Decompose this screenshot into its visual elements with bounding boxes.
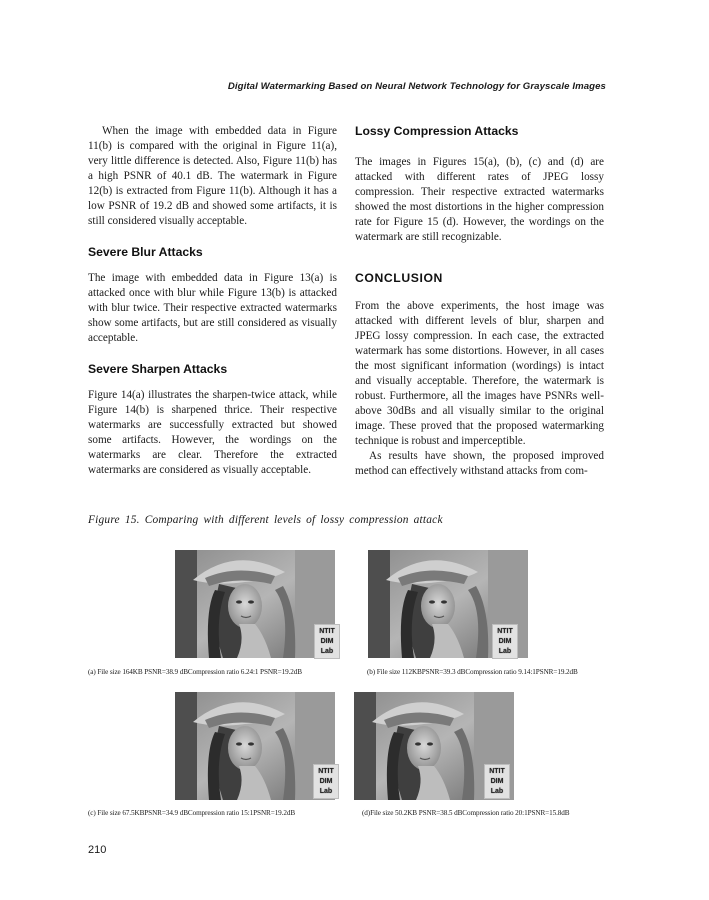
watermark-line-3: Lab <box>498 648 512 655</box>
watermark-line-1: NTIT <box>318 768 334 775</box>
watermark-line-1: NTIT <box>497 628 513 635</box>
watermark-line-3: Lab <box>319 788 333 795</box>
lossy-compression-paragraph: The images in Figures 15(a), (b), (c) and (d) are attacked with different rates of JPEG lossy compression. Their respective extracted watermarks showed the most distortions in the higher compression rate for Figure 15 (d). However, the wordings on the watermark are still recognizable. <box>355 156 604 243</box>
blur-attacks-paragraph: The image with embedded data in Figure 13(a) is attacked once with blur while Figure 13(b) is attacked with blur twice. Their respective extracted watermarks show some artifacts, but are still considered as visually acceptable. <box>88 272 337 344</box>
watermark-line-2: DIM <box>498 638 512 645</box>
watermark-line-2: DIM <box>320 638 334 645</box>
conclusion-heading: CONCLUSION <box>355 271 443 285</box>
panel-c-caption: (c) File size 67.5KBPSNR=34.9 dBCompression ratio 15:1PSNR=19.2dB <box>88 809 296 817</box>
running-header-title: Digital Watermarking Based on Neural Network Technology for Grayscale Images <box>227 81 606 92</box>
panel-b-watermark <box>492 624 518 659</box>
intro-paragraph: When the image with embedded data in Figure 11(b) is compared with the original in Figure 11(a), very little difference is detected. Also, Figure 11(b) has a high PSNR of 40.1 dB. The watermark in Figure 12(b) is extracted from Figure 11(b). Although it has a low PSNR of 19.2 dB and showed some artifacts, it is still considered visually acceptable. <box>88 125 337 227</box>
conclusion-paragraph-1: From the above experiments, the host image was attacked with different levels of blur, sharpen and JPEG lossy compression. In each case, the extracted watermark has some distortions. However, in all cases the most significant information (wordings) is intact and visually acceptable. Therefore, the watermark is robust. Furthermore, all the images have PSNRs well-above 30dBs and all visually similar to the original image. These proved that the proposed watermarking technique is robust and imperceptible. <box>355 300 604 447</box>
watermark-line-1: NTIT <box>489 768 505 775</box>
watermark-line-2: DIM <box>319 778 333 785</box>
panel-a-image <box>175 550 335 658</box>
sharpen-attacks-heading: Severe Sharpen Attacks <box>88 362 228 376</box>
panel-b-caption: (b) File size 112KBPSNR=39.3 dBCompression ratio 9.14:1PSNR=19.2dB <box>367 668 578 676</box>
panel-c-image <box>175 692 335 800</box>
panel-a-caption: (a) File size 164KB PSNR=38.9 dBCompression ratio 6.24:1 PSNR=19.2dB <box>88 668 302 676</box>
figure-caption: Figure 15. Comparing with different levels of lossy compression attack <box>88 514 443 526</box>
watermark-line-3: Lab <box>320 648 334 655</box>
sharpen-attacks-paragraph: Figure 14(a) illustrates the sharpen-twice attack, while Figure 14(b) is sharpened thrice. Their respective watermarks are successfully extracted but showed some artifacts. However, the wordings on the watermarks are clear. Therefore the extracted watermarks are considered as visually acceptable. <box>88 389 337 476</box>
panel-d-watermark <box>484 764 510 799</box>
blur-attacks-heading: Severe Blur Attacks <box>88 245 203 259</box>
page-number: 210 <box>88 844 107 856</box>
right-column <box>355 124 604 479</box>
watermark-line-1: NTIT <box>319 628 335 635</box>
lossy-compression-heading: Lossy Compression Attacks <box>355 124 519 138</box>
panel-d-caption: (d)File size 50.2KB PSNR=38.5 dBCompression ratio 20:1PSNR=15.8dB <box>362 809 570 817</box>
conclusion-paragraph-2: As results have shown, the proposed improved method can effectively withstand attacks from com- <box>355 450 604 477</box>
watermark-line-3: Lab <box>490 788 504 795</box>
panel-c-watermark <box>313 764 339 799</box>
panel-a-watermark <box>314 624 340 659</box>
watermark-line-2: DIM <box>490 778 504 785</box>
left-column <box>88 124 337 478</box>
